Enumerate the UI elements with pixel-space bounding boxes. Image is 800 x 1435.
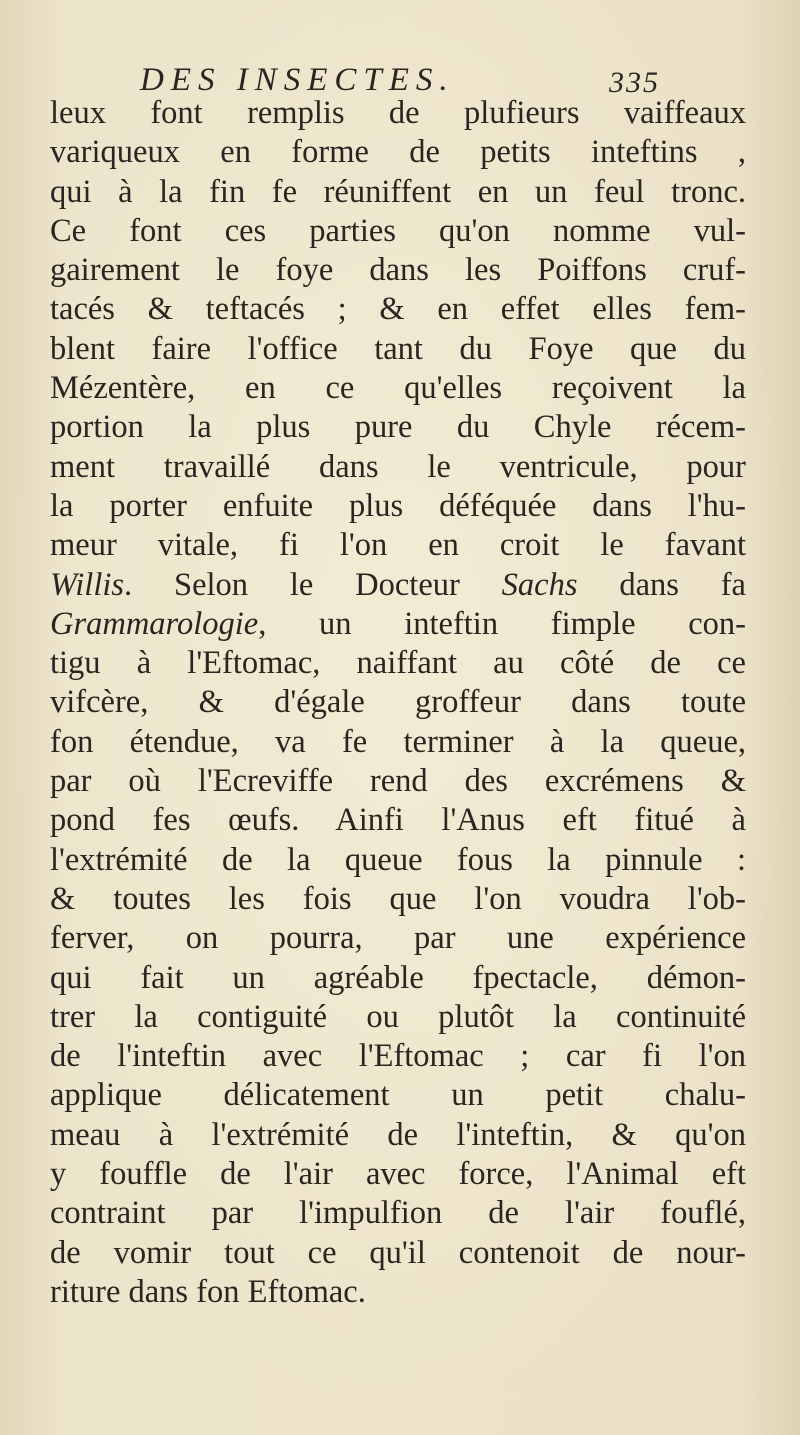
text-line (50, 998, 746, 1037)
text-run: variqueux en forme de petits inteftins , (50, 134, 746, 171)
text-line (50, 330, 746, 369)
text-run: meau à l'extrémité de l'inteftin, & qu'on (50, 1116, 746, 1153)
text-run: qui à la fin fe réuniffent en un feul tronc. (50, 173, 746, 210)
text-run: de l'inteftin avec l'Eftomac ; car fi l'on (50, 1038, 746, 1075)
text-run: Ce font ces parties qu'on nomme vul- (50, 212, 746, 249)
text-line (50, 566, 746, 605)
text-run: , un inteftin fimple con- (258, 605, 746, 642)
text-run: . Selon le Docteur (124, 566, 502, 603)
text-line (50, 683, 746, 722)
text-run: leux font remplis de plufieurs vaiffeaux (50, 95, 746, 131)
text-run: gairement le foye dans les Poiffons cruf- (50, 252, 746, 289)
italic-text: Willis (50, 566, 125, 603)
text-line (50, 1155, 746, 1194)
text-run: tacés & teftacés ; & en effet elles fem- (50, 291, 746, 328)
text-line (50, 408, 746, 447)
text-run: de vomir tout ce qu'il contenoit de nour- (50, 1234, 746, 1271)
page-number: 335 (609, 66, 660, 99)
text-run: trer la contiguité ou plutôt la continuité (50, 998, 746, 1035)
text-line (50, 1234, 746, 1273)
text-line (50, 919, 746, 958)
text-run: contraint par l'impulfion de l'air fouflé, (50, 1195, 746, 1232)
text-run: & toutes les fois que l'on voudra l'ob- (50, 880, 746, 917)
text-line (50, 605, 746, 644)
text-line (50, 487, 746, 526)
text-run: Mézentère, en ce qu'elles reçoivent la (50, 370, 746, 407)
text-line (50, 526, 746, 565)
text-run: dans fa (577, 566, 746, 603)
text-line (50, 801, 746, 840)
italic-text: Sachs (501, 566, 578, 603)
body-text (50, 94, 746, 1312)
text-line (50, 212, 746, 251)
text-run: ment travaillé dans le ventricule, pour (50, 448, 746, 485)
text-run: la porter enfuite plus déféquée dans l'hu- (50, 487, 746, 524)
text-run: par où l'Ecreviffe rend des excrémens & (50, 763, 746, 800)
text-line (50, 369, 746, 408)
text-run: applique délicatement un petit chalu- (50, 1077, 746, 1114)
text-run: riture dans fon Eftomac. (50, 1273, 366, 1310)
text-line (50, 762, 746, 801)
text-line (50, 723, 746, 762)
text-line (50, 448, 746, 487)
text-run: pond fes œufs. Ainfi l'Anus eft fitué à (50, 802, 746, 839)
text-run: blent faire l'office tant du Foye que du (50, 330, 746, 367)
text-run: portion la plus pure du Chyle récem- (50, 409, 746, 446)
text-line (50, 1273, 746, 1312)
text-run: l'extrémité de la queue fous la pinnule : (50, 841, 746, 878)
text-line (50, 1037, 746, 1076)
text-run: y fouffle de l'air avec force, l'Animal eft (50, 1156, 746, 1193)
text-line (50, 94, 746, 133)
text-line (50, 290, 746, 329)
text-line (50, 173, 746, 212)
text-run: ferver, on pourra, par une expérience (50, 920, 746, 957)
text-line (50, 133, 746, 172)
text-line (50, 841, 746, 880)
text-run: fon étendue, va fe terminer à la queue, (50, 723, 746, 760)
text-line (50, 959, 746, 998)
running-head: DES INSECTES. (140, 62, 455, 98)
text-line (50, 1076, 746, 1115)
text-line (50, 880, 746, 919)
text-line (50, 1116, 746, 1155)
italic-text: Grammarologie (50, 605, 259, 642)
text-line (50, 644, 746, 683)
text-line (50, 251, 746, 290)
text-line (50, 1194, 746, 1233)
text-run: qui fait un agréable fpectacle, démon- (50, 959, 746, 996)
text-run: vifcère, & d'égale groffeur dans toute (50, 684, 746, 721)
text-run: meur vitale, fi l'on en croit le favant (50, 527, 746, 564)
text-run: tigu à l'Eftomac, naiffant au côté de ce (50, 645, 746, 682)
